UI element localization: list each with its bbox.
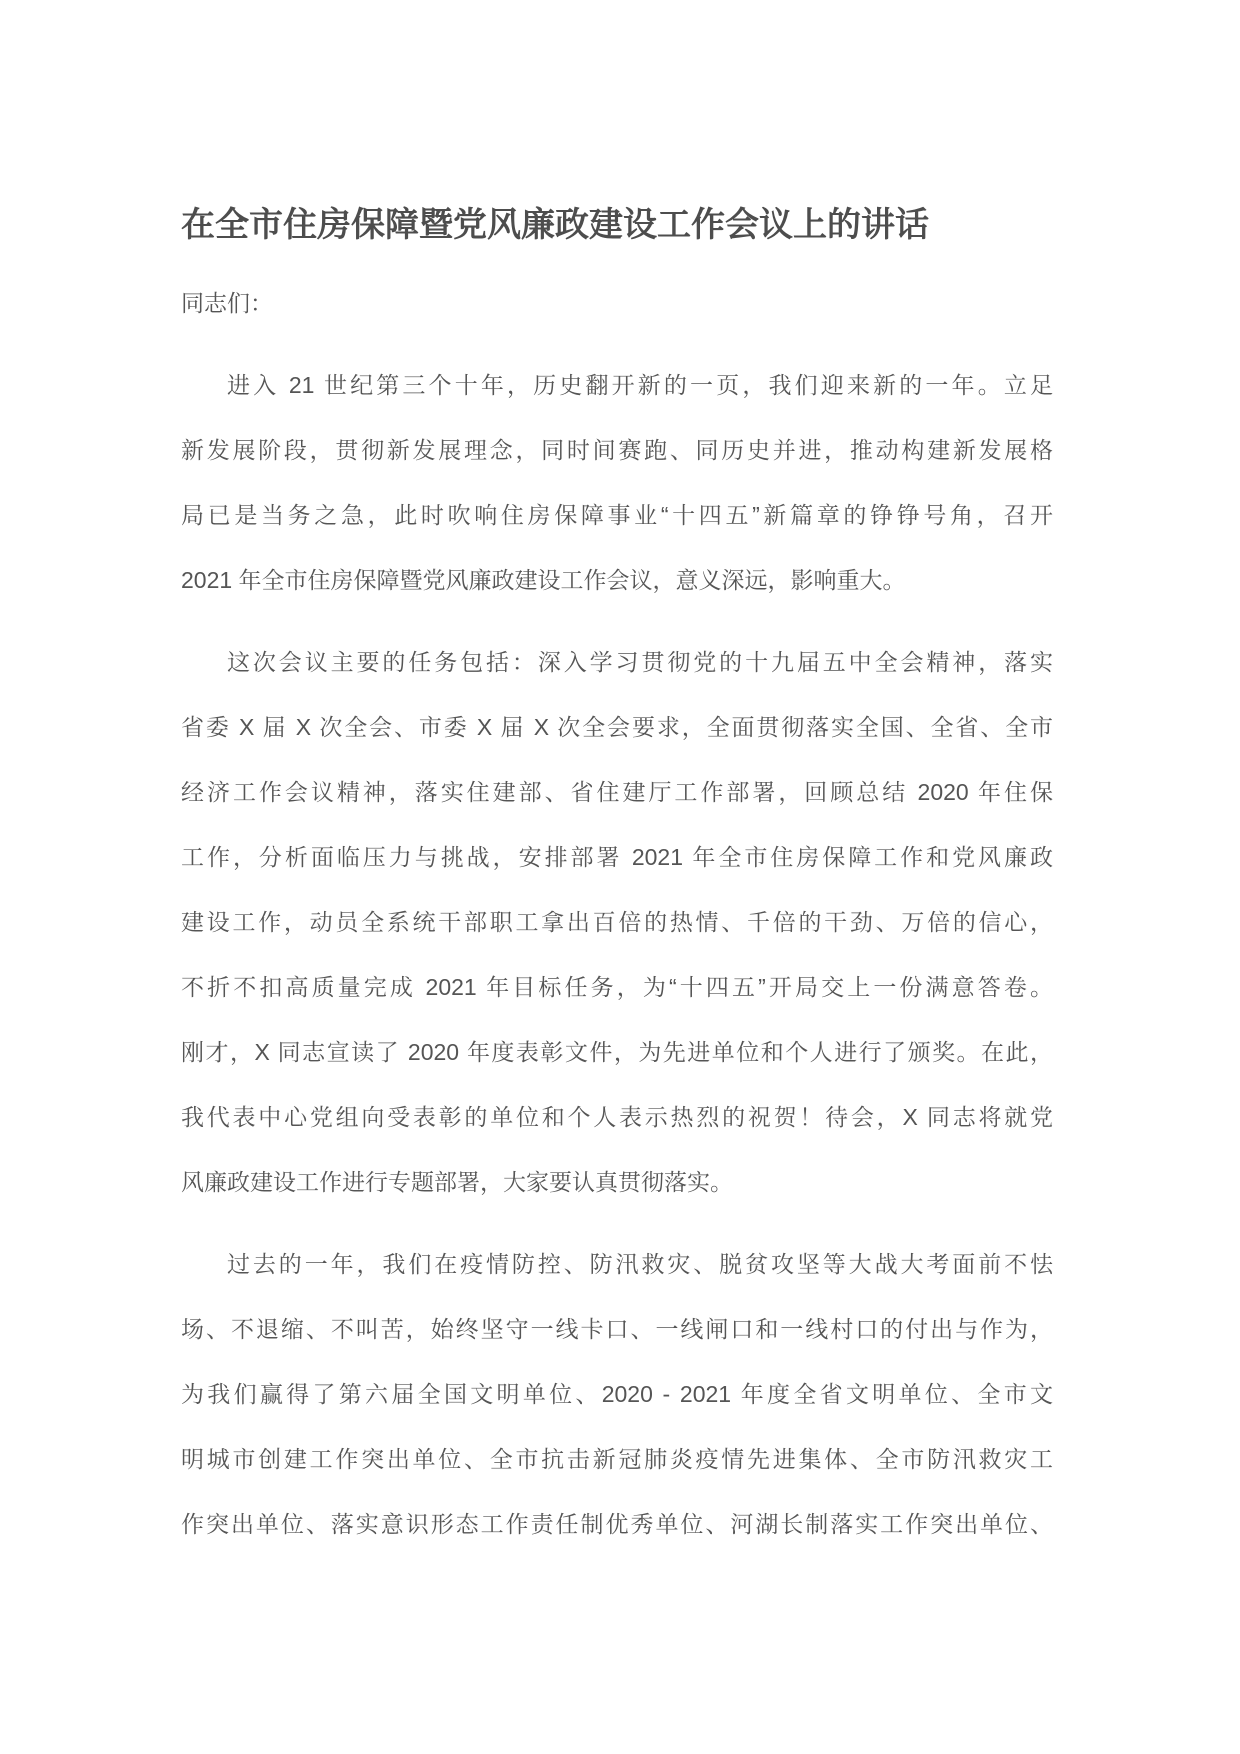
text-line: 过去的一年，我们在疫情防控、防汛救灾、脱贫攻坚等大战大考面前不怯	[227, 1251, 1053, 1277]
document-body	[181, 353, 1053, 1557]
text-line: 明城市创建工作突出单位、全市抗击新冠肺炎疫情先进集体、全市防汛救灾工	[181, 1446, 1053, 1472]
text-line: 新发展阶段，贯彻新发展理念，同时间赛跑、同历史并进，推动构建新发展格	[181, 437, 1053, 463]
text-line: 省委 X 届 X 次全会、市委 X 届 X 次全会要求，全面贯彻落实全国、全省、全市	[181, 714, 1053, 740]
paragraph	[181, 630, 1053, 1215]
document-content	[181, 203, 1053, 1557]
paragraph	[181, 1232, 1053, 1557]
text-line: 刚才，X 同志宣读了 2020 年度表彰文件，为先进单位和个人进行了颁奖。在此，	[181, 1039, 1053, 1065]
text-line: 建设工作，动员全系统干部职工拿出百倍的热情、千倍的干劲、万倍的信心，	[181, 909, 1053, 935]
text-line: 场、不退缩、不叫苦，始终坚守一线卡口、一线闸口和一线村口的付出与作为，	[181, 1316, 1053, 1342]
text-line: 风廉政建设工作进行专题部署，大家要认真贯彻落实。	[181, 1169, 733, 1195]
text-line: 为我们赢得了第六届全国文明单位、2020 - 2021 年度全省文明单位、全市文	[181, 1381, 1053, 1407]
text-line: 进入 21 世纪第三个十年，历史翻开新的一页，我们迎来新的一年。立足	[227, 372, 1053, 398]
salutation: 同志们：	[181, 290, 273, 316]
text-line: 局已是当务之急，此时吹响住房保障事业“十四五”新篇章的铮铮号角，召开	[181, 502, 1053, 528]
text-line: 工作，分析面临压力与挑战，安排部署 2021 年全市住房保障工作和党风廉政	[181, 844, 1053, 870]
document-title: 在全市住房保障暨党风廉政建设工作会议上的讲话	[181, 206, 929, 244]
text-line: 作突出单位、落实意识形态工作责任制优秀单位、河湖长制落实工作突出单位、	[181, 1511, 1053, 1537]
text-line: 经济工作会议精神，落实住建部、省住建厅工作部署，回顾总结 2020 年住保	[181, 779, 1053, 805]
text-line: 不折不扣高质量完成 2021 年目标任务，为“十四五”开局交上一份满意答卷。	[181, 974, 1053, 1000]
text-line: 2021 年全市住房保障暨党风廉政建设工作会议，意义深远，影响重大。	[181, 567, 906, 593]
text-line: 这次会议主要的任务包括：深入学习贯彻党的十九届五中全会精神，落实	[227, 649, 1053, 675]
paragraph	[181, 353, 1053, 613]
text-line: 我代表中心党组向受表彰的单位和个人表示热烈的祝贺！待会，X 同志将就党	[181, 1104, 1053, 1130]
